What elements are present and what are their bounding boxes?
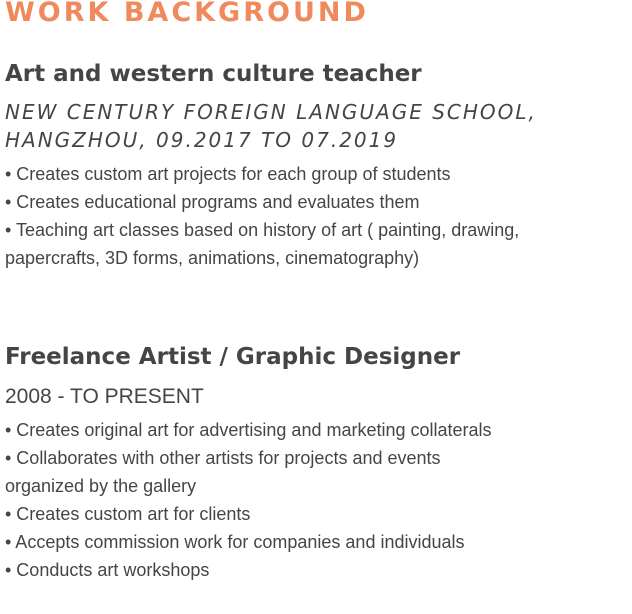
job-entry-freelance (5, 341, 632, 584)
list-item (5, 416, 632, 444)
job-employer-line: HANGZHOU, 09.2017 TO 07.2019 (5, 128, 399, 152)
list-item-text: • Creates custom art for clients (5, 504, 251, 524)
job-employer-dates (5, 98, 632, 154)
list-item (5, 556, 632, 584)
list-item-text: • Teaching art classes based on history of art ( painting, drawing, (5, 220, 520, 240)
list-item (5, 160, 632, 188)
list-item-text: • Collaborates with other artists for projects and events (5, 448, 441, 468)
list-item (5, 500, 632, 528)
list-item-text: • Accepts commission work for companies and individuals (5, 532, 465, 552)
list-item-text: • Creates custom art projects for each group of students (5, 164, 451, 184)
job-entry-teacher (5, 58, 632, 272)
job-employer-line: NEW CENTURY FOREIGN LANGUAGE SCHOOL, (5, 100, 537, 124)
job-period: 2008 - TO PRESENT (5, 385, 204, 408)
job-duties-list (5, 416, 632, 584)
list-item-text: organized by the gallery (5, 476, 197, 496)
list-item-text: • Creates educational programs and evaluates them (5, 192, 420, 212)
list-item-text: • Creates original art for advertising and marketing collaterals (5, 420, 492, 440)
list-item (5, 216, 632, 272)
job-duties-list (5, 160, 632, 272)
section-title: WORK BACKGROUND (5, 0, 369, 28)
list-item-text: • Conducts art workshops (5, 560, 210, 580)
list-item (5, 188, 632, 216)
list-item-text: papercrafts, 3D forms, animations, cinematography) (5, 248, 420, 268)
job-title: Art and western culture teacher (5, 61, 422, 87)
list-item (5, 528, 632, 556)
job-title: Freelance Artist / Graphic Designer (5, 344, 461, 370)
list-item (5, 444, 632, 500)
